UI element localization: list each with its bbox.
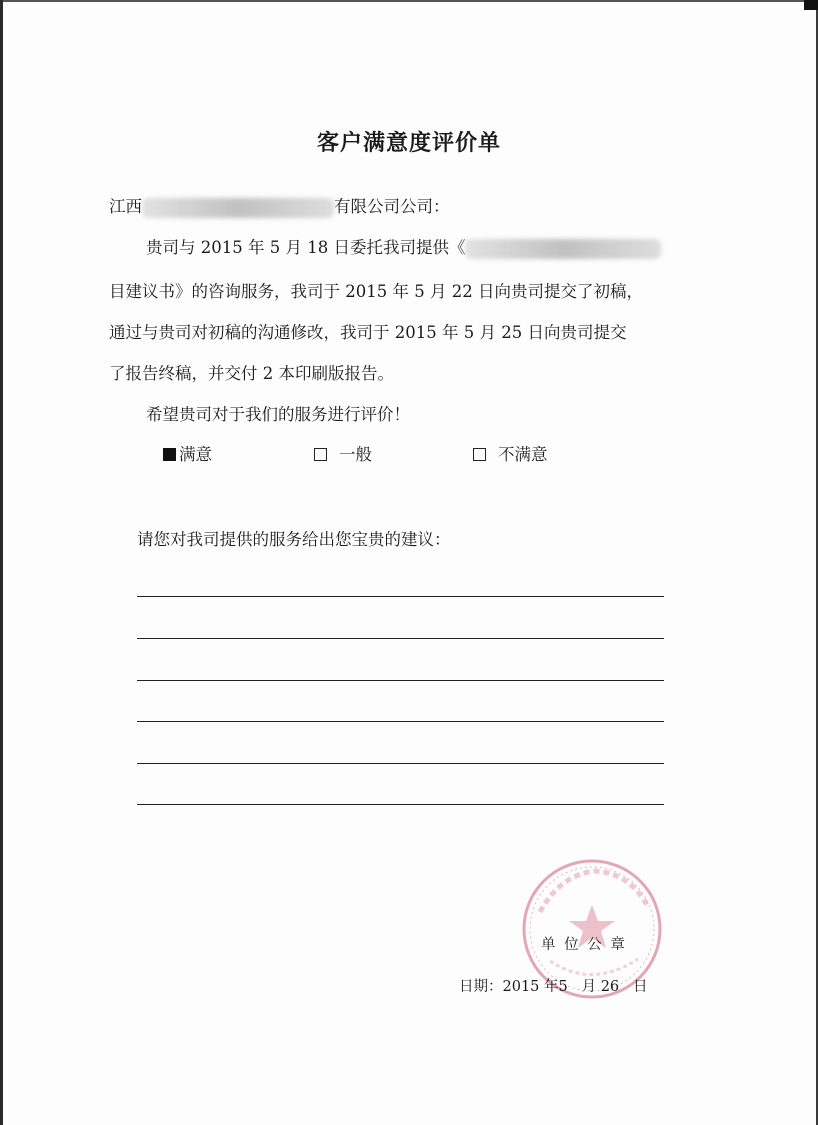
option-dissatisfied-label: 不满意 bbox=[498, 445, 548, 464]
document-title: 客户满意度评价单 bbox=[316, 130, 501, 156]
checkbox-empty-icon bbox=[473, 448, 486, 461]
suggestion-prompt: 请您对我司提供的服务给出您宝贵的建议： bbox=[137, 530, 451, 549]
date-year-char: 年 bbox=[544, 979, 559, 995]
option-satisfied-label: 满意 bbox=[179, 445, 212, 464]
option-average[interactable] bbox=[314, 441, 372, 465]
option-average-label: 一般 bbox=[339, 445, 372, 464]
suggestion-line-2[interactable] bbox=[137, 638, 664, 639]
evaluation-request: 希望贵司对于我们的服务进行评价！ bbox=[146, 405, 410, 424]
addressee-prefix: 江西 bbox=[109, 197, 142, 216]
addressee-line bbox=[109, 193, 450, 218]
scan-edge-top bbox=[0, 0, 818, 2]
suggestion-line-5[interactable] bbox=[137, 763, 664, 764]
scan-corner-mark bbox=[804, 0, 818, 10]
date-month: 5 bbox=[558, 979, 568, 995]
option-satisfied[interactable] bbox=[163, 441, 212, 465]
body-line-1-text: 贵司与 2015 年 5 月 18 日委托我司提供《 bbox=[146, 238, 466, 257]
body-line-3: 通过与贵司对初稿的沟通修改，我司于 2015 年 5 月 25 日向贵司提交 bbox=[109, 323, 627, 342]
date-label: 日期： bbox=[459, 979, 503, 995]
checkbox-empty-icon bbox=[314, 448, 327, 461]
body-line-1 bbox=[146, 234, 661, 259]
redacted-project-name bbox=[465, 239, 661, 259]
addressee-suffix: 有限公司公司： bbox=[334, 197, 450, 216]
checkbox-checked-icon bbox=[163, 448, 176, 461]
date-month-char: 月 bbox=[581, 979, 597, 995]
body-line-2: 目建议书》的咨询服务，我司于 2015 年 5 月 22 日向贵司提交了初稿， bbox=[109, 282, 643, 301]
date-day: 26 bbox=[600, 979, 620, 995]
suggestion-line-1[interactable] bbox=[137, 596, 664, 597]
signature-date bbox=[459, 975, 647, 996]
suggestion-line-6[interactable] bbox=[137, 804, 664, 805]
unit-seal-label: 单 位 公 章 bbox=[541, 937, 627, 953]
option-dissatisfied[interactable] bbox=[473, 441, 548, 465]
date-year: 2015 bbox=[502, 979, 540, 995]
body-line-4: 了报告终稿，并交付 2 本印刷版报告。 bbox=[109, 364, 394, 383]
suggestion-line-4[interactable] bbox=[137, 721, 664, 722]
date-day-char: 日 bbox=[632, 979, 648, 995]
suggestion-line-3[interactable] bbox=[137, 680, 664, 681]
scan-edge-left bbox=[0, 0, 3, 1125]
redacted-company-name bbox=[142, 198, 334, 218]
